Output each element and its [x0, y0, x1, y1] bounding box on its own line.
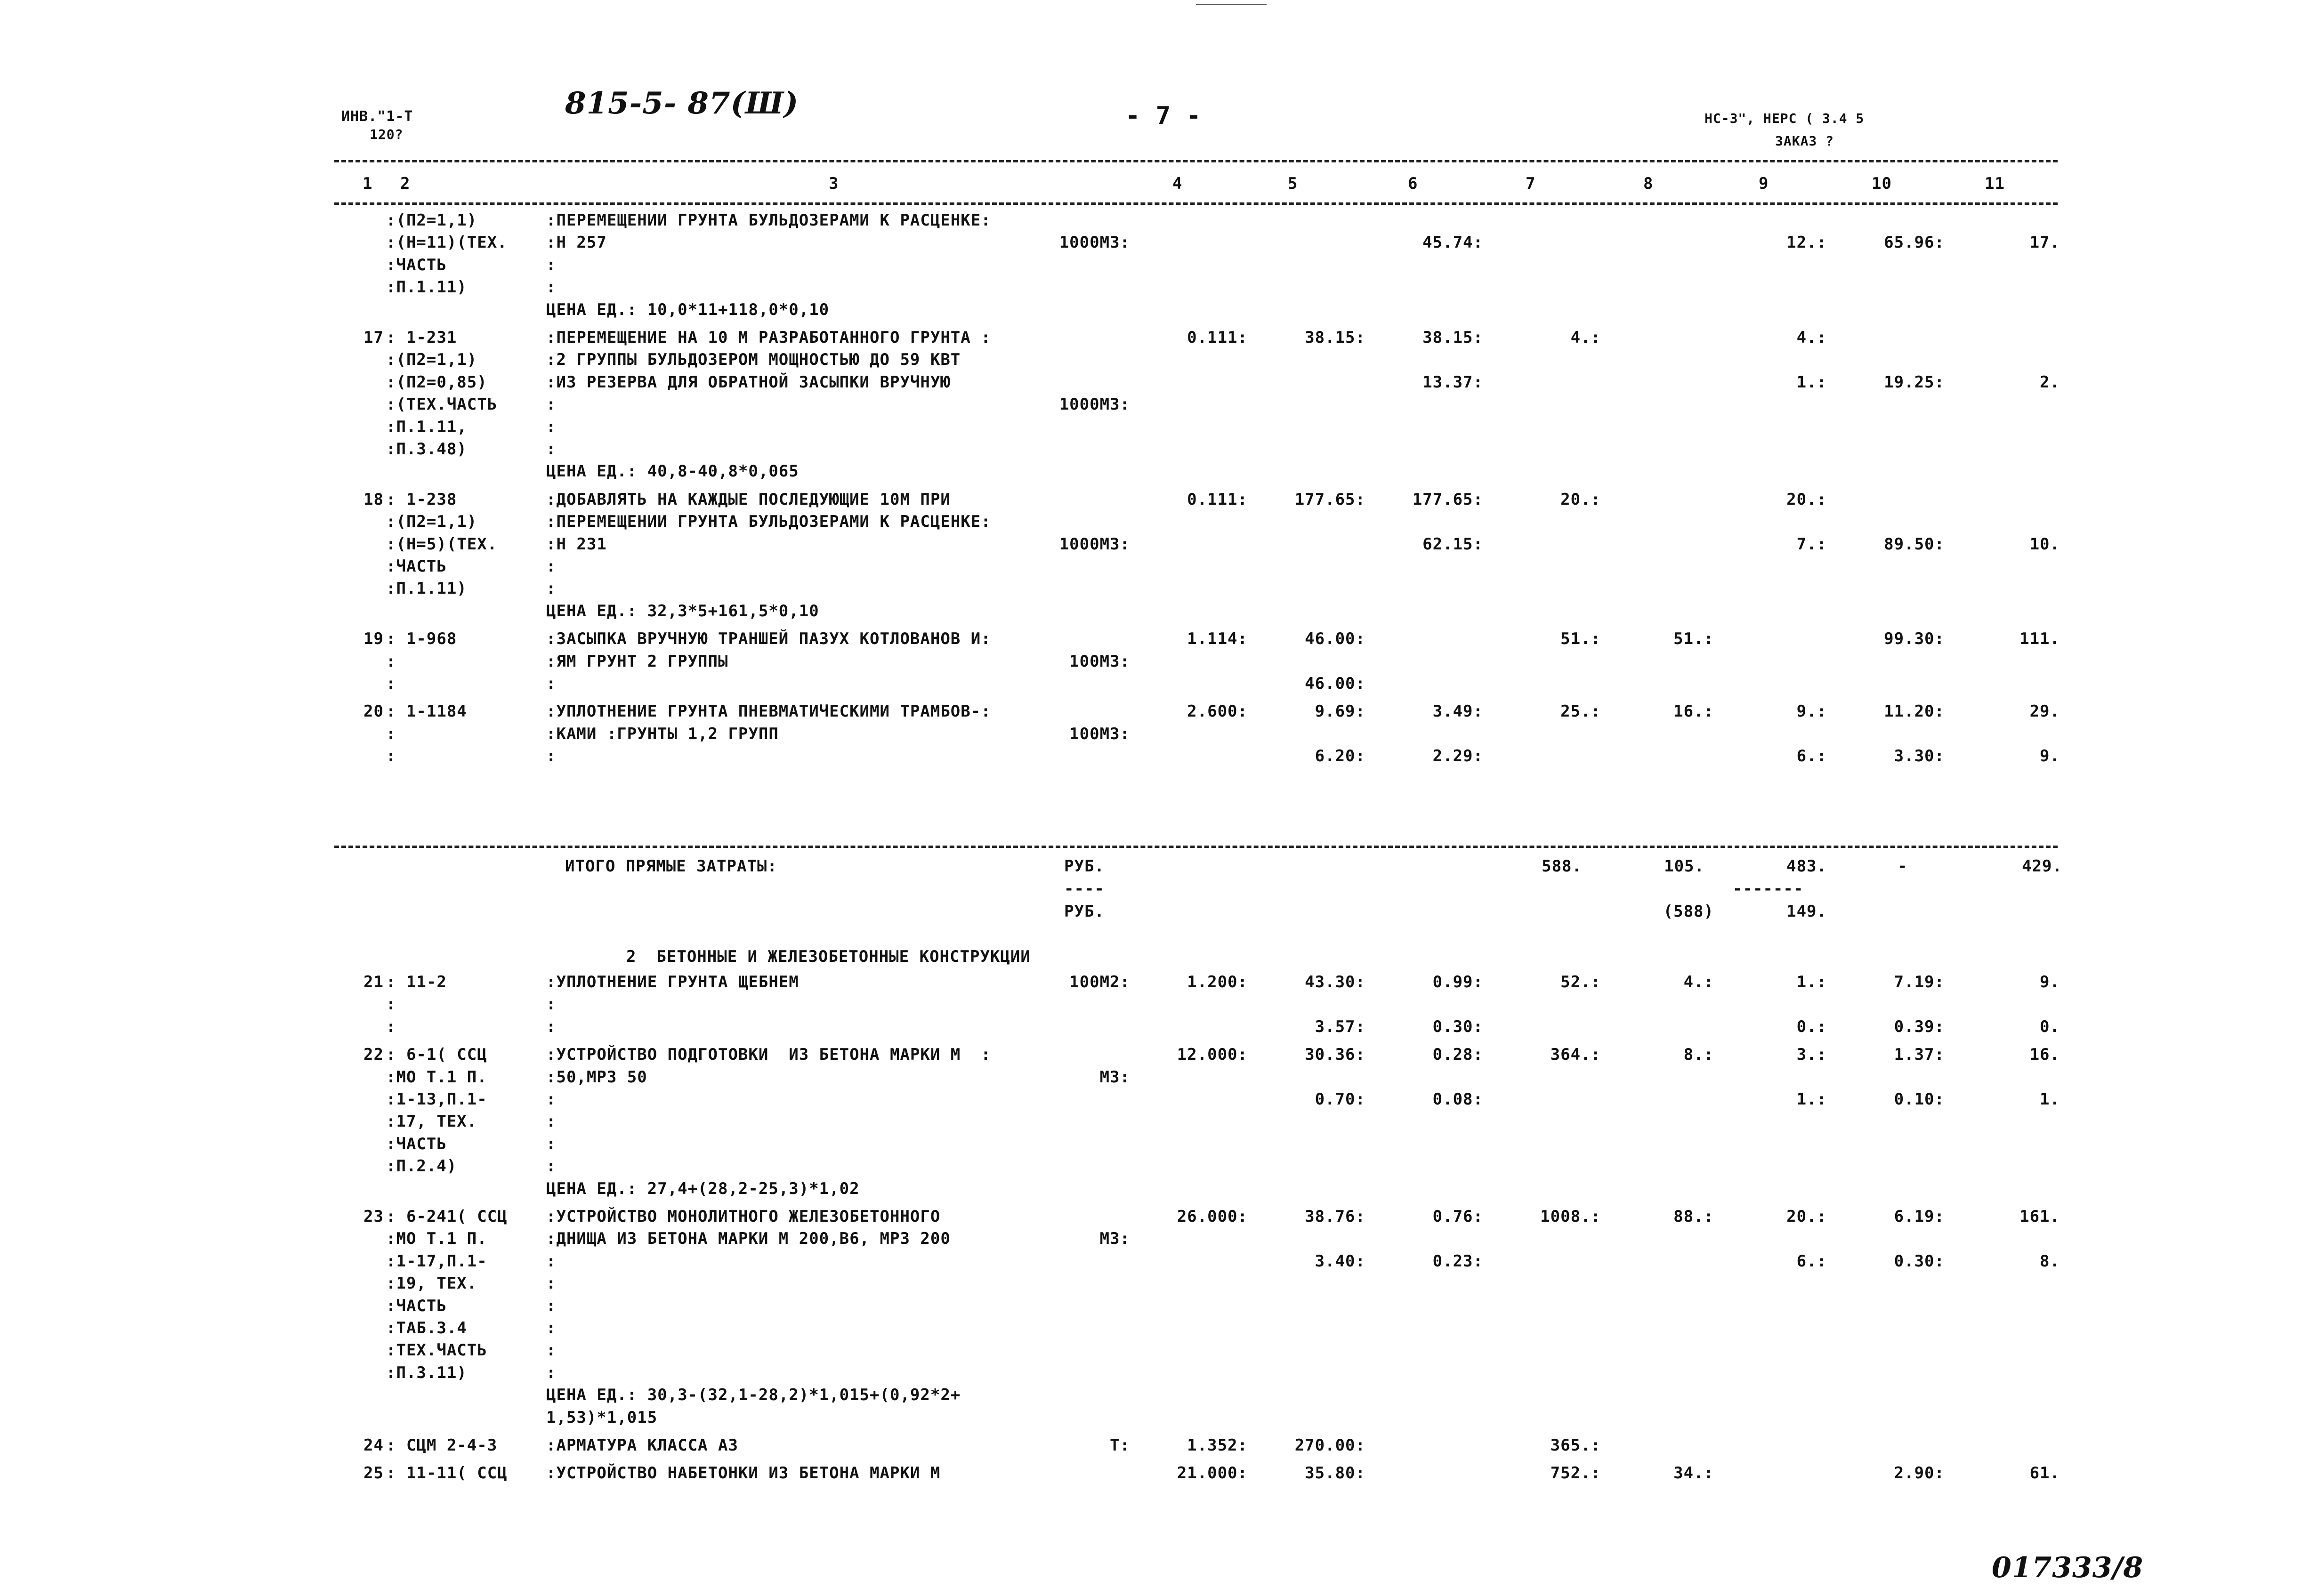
value-c10: 89.50: — [1884, 534, 1945, 554]
value-c4: 1.200: — [1187, 973, 1248, 991]
work-description: : — [546, 1157, 557, 1176]
norm-reference: : — [386, 1017, 396, 1036]
value-c10: 19.25: — [1884, 372, 1945, 392]
value-c11: 10. — [2029, 534, 2060, 554]
value-c11: 161. — [2019, 1207, 2060, 1226]
work-description: :АРМАТУРА КЛАССА А3 — [546, 1436, 738, 1455]
work-description: :КАМИ :ГРУНТЫ 1,2 ГРУПП — [546, 724, 779, 743]
row-number: 21 — [363, 973, 384, 991]
total-col10: - — [1898, 857, 1908, 876]
value-c8: 16.: — [1673, 702, 1714, 721]
row-number: 19 — [363, 629, 384, 649]
header-rule-bottom — [334, 202, 2058, 205]
value-c11: 8. — [2040, 1251, 2060, 1271]
unit-of-measure: 1000М3: — [1059, 233, 1130, 252]
row-number: 23 — [363, 1207, 384, 1226]
value-c7: 1008.: — [1540, 1207, 1601, 1226]
row-number: 25 — [363, 1464, 384, 1483]
norm-reference: :П.3.48) — [386, 440, 467, 459]
norm-reference: :П.1.11) — [386, 278, 467, 297]
total-col8-bracket: (588) — [1663, 902, 1714, 921]
value-c6: 0.23: — [1432, 1251, 1483, 1271]
norm-reference: : СЦМ 2-4-3 — [386, 1436, 498, 1455]
work-description: ЦЕНА ЕД.: 32,3*5+161,5*0,10 — [546, 601, 819, 621]
value-c10: 7.19: — [1894, 973, 1945, 991]
value-c6: 62.15: — [1422, 534, 1483, 554]
value-c6: 0.76: — [1432, 1207, 1483, 1226]
total-label: ИТОГО ПРЯМЫЕ ЗАТРАТЫ: — [565, 857, 777, 876]
value-c9: 7.: — [1796, 534, 1827, 554]
column-number: 6 — [1408, 174, 1418, 193]
norm-reference: :(Н=5)(ТЕХ. — [386, 534, 498, 554]
norm-reference: : — [386, 652, 396, 671]
work-description: : — [546, 579, 557, 598]
unit-of-measure: 100М2: — [1069, 973, 1130, 991]
value-c5: 9.69: — [1315, 702, 1365, 721]
handwritten-sheet-number: 017333/8 — [1992, 1551, 2144, 1584]
unit-of-measure: 1000М3: — [1059, 395, 1130, 414]
norm-reference: : 1-1184 — [386, 702, 467, 721]
column-number: 7 — [1526, 174, 1536, 193]
work-description: : — [546, 278, 557, 297]
column-number: 10 — [1872, 174, 1892, 193]
total-col7: 588. — [1542, 857, 1582, 876]
scan-top-mark — [1196, 4, 1267, 5]
value-c11: 29. — [2029, 702, 2060, 721]
norm-reference: :ТАБ.3.4 — [386, 1319, 467, 1338]
value-c4: 2.600: — [1187, 702, 1248, 721]
value-c11: 16. — [2029, 1045, 2060, 1064]
value-c9: 12.: — [1786, 233, 1827, 252]
total-col9: 483. — [1786, 857, 1827, 876]
doc-code-right-1: НС-3", НЕРС ( 3.4 5 — [1704, 111, 1865, 126]
norm-reference: : 6-241( ССЦ — [386, 1207, 508, 1226]
unit-of-measure: 1000М3: — [1059, 534, 1130, 554]
unit-of-measure: М3: — [1099, 1229, 1130, 1249]
column-number: 2 — [400, 174, 411, 193]
norm-reference: :МО Т.1 П. — [386, 1229, 487, 1249]
work-description: :ДОБАВЛЯТЬ НА КАЖДЫЕ ПОСЛЕДУЮЩИЕ 10М ПРИ — [546, 490, 951, 509]
unit-of-measure: Т: — [1110, 1436, 1130, 1455]
value-c8: 88.: — [1673, 1207, 1714, 1226]
column-number: 11 — [1985, 174, 2005, 193]
value-c7: 51.: — [1560, 629, 1601, 649]
value-c5: 3.40: — [1315, 1251, 1365, 1271]
work-description: : — [546, 417, 557, 436]
value-c9: 20.: — [1786, 490, 1827, 509]
norm-reference: :ЧАСТЬ — [386, 557, 447, 576]
total-col9-dash: ------- — [1733, 879, 1804, 898]
work-description: ЦЕНА ЕД.: 27,4+(28,2-25,3)*1,02 — [546, 1179, 860, 1198]
value-c8: 51.: — [1673, 629, 1714, 649]
value-c7: 364.: — [1550, 1045, 1601, 1064]
column-number: 9 — [1759, 174, 1769, 193]
value-c7: 365.: — [1550, 1436, 1601, 1455]
work-description: :Н 257 — [546, 233, 607, 252]
row-number: 17 — [363, 328, 384, 347]
unit-of-measure: 100М3: — [1069, 652, 1130, 671]
value-c5: 30.36: — [1305, 1045, 1365, 1064]
value-c9: 1.: — [1796, 973, 1827, 991]
norm-reference: : — [386, 995, 396, 1014]
section-1-end-rule — [334, 846, 2058, 848]
value-c5: 270.00: — [1294, 1436, 1365, 1455]
work-description: :ДНИЩА ИЗ БЕТОНА МАРКИ М 200,В6, МРЗ 200 — [546, 1229, 951, 1249]
work-description: : — [546, 747, 557, 766]
total-col11: 429. — [2022, 857, 2062, 876]
value-c5: 6.20: — [1315, 747, 1365, 766]
work-description: : — [546, 674, 557, 693]
norm-reference: :(П2=0,85) — [386, 372, 487, 392]
value-c10: 99.30: — [1884, 629, 1945, 649]
work-description: :Н 231 — [546, 534, 607, 554]
norm-reference: :(ТЕХ.ЧАСТЬ — [386, 395, 498, 414]
value-c4: 21.000: — [1177, 1464, 1248, 1483]
value-c5: 0.70: — [1315, 1090, 1365, 1109]
value-c10: 65.96: — [1884, 233, 1945, 252]
value-c9: 4.: — [1796, 328, 1827, 347]
work-description: : — [546, 440, 557, 459]
total-col9-2: 149. — [1786, 902, 1827, 921]
unit-of-measure: М3: — [1099, 1067, 1130, 1087]
norm-reference: :ТЕХ.ЧАСТЬ — [386, 1341, 487, 1360]
value-c11: 111. — [2019, 629, 2060, 649]
work-description: : — [546, 1319, 557, 1338]
work-description: : — [546, 557, 557, 576]
work-description: : — [546, 1341, 557, 1360]
value-c10: 0.30: — [1894, 1251, 1945, 1271]
value-c11: 1. — [2040, 1090, 2060, 1109]
work-description: :ПЕРЕМЕЩЕНИИ ГРУНТА БУЛЬДОЗЕРАМИ К РАСЦЕНКЕ: — [546, 211, 991, 230]
norm-reference: : — [386, 747, 396, 766]
norm-reference: : 1-968 — [386, 629, 457, 649]
norm-reference: : 6-1( ССЦ — [386, 1045, 487, 1064]
work-description: :УПЛОТНЕНИЕ ГРУНТА ЩЕБНЕМ — [546, 973, 799, 991]
value-c11: 2. — [2040, 372, 2060, 392]
value-c9: 6.: — [1796, 747, 1827, 766]
work-description: : — [546, 995, 557, 1014]
value-c9: 20.: — [1786, 1207, 1827, 1226]
value-c10: 3.30: — [1894, 747, 1945, 766]
row-number: 24 — [363, 1436, 384, 1455]
value-c11: 17. — [2029, 233, 2060, 252]
page-number: - 7 - — [1125, 102, 1202, 130]
section-2-title: 2 БЕТОННЫЕ И ЖЕЛЕЗОБЕТОННЫЕ КОНСТРУКЦИИ — [626, 947, 1031, 966]
work-description: :УСТРОЙСТВО НАБЕТОНКИ ИЗ БЕТОНА МАРКИ М — [546, 1464, 941, 1483]
value-c9: 1.: — [1796, 372, 1827, 392]
value-c6: 38.15: — [1422, 328, 1483, 347]
unit-of-measure: 100М3: — [1069, 724, 1130, 743]
value-c11: 9. — [2040, 747, 2060, 766]
value-c9: 9.: — [1796, 702, 1827, 721]
value-c6: 2.29: — [1432, 747, 1483, 766]
work-description: :УПЛОТНЕНИЕ ГРУНТА ПНЕВМАТИЧЕСКИМИ ТРАМБОВ-: — [546, 702, 991, 721]
norm-reference: :П.2.4) — [386, 1157, 457, 1176]
work-description: : — [546, 1251, 557, 1271]
column-number: 1 — [363, 174, 373, 193]
work-description: : — [546, 1112, 557, 1131]
norm-reference: : — [386, 724, 396, 743]
value-c4: 0.111: — [1187, 490, 1248, 509]
norm-reference: :МО Т.1 П. — [386, 1067, 487, 1087]
value-c4: 26.000: — [1177, 1207, 1248, 1226]
value-c7: 52.: — [1560, 973, 1601, 991]
norm-reference: :ЧАСТЬ — [386, 1134, 447, 1153]
value-c4: 1.352: — [1187, 1436, 1248, 1455]
value-c10: 1.37: — [1894, 1045, 1945, 1064]
column-number: 3 — [829, 174, 839, 193]
norm-reference: :1-17,П.1- — [386, 1251, 487, 1271]
norm-reference: :(П2=1,1) — [386, 512, 477, 532]
norm-reference: :ЧАСТЬ — [386, 1296, 447, 1315]
value-c8: 4.: — [1683, 973, 1714, 991]
doc-code-right-2: ЗАКАЗ ? — [1775, 133, 1834, 149]
value-c7: 25.: — [1560, 702, 1601, 721]
value-c5: 38.76: — [1305, 1207, 1365, 1226]
norm-reference: : 1-231 — [386, 328, 457, 347]
value-c9: 3.: — [1796, 1045, 1827, 1064]
value-c10: 2.90: — [1894, 1464, 1945, 1483]
value-c6: 0.28: — [1432, 1045, 1483, 1064]
norm-reference: : 11-2 — [386, 973, 447, 991]
work-description: ЦЕНА ЕД.: 30,3-(32,1-28,2)*1,015+(0,92*2+ — [546, 1386, 961, 1405]
column-number: 8 — [1643, 174, 1654, 193]
work-description: :ЯМ ГРУНТ 2 ГРУППЫ — [546, 652, 728, 671]
work-description: 1,53)*1,015 — [546, 1408, 658, 1427]
row-number: 20 — [363, 702, 384, 721]
norm-reference: :17, ТЕХ. — [386, 1112, 477, 1131]
work-description: : — [546, 1274, 557, 1293]
row-number: 18 — [363, 490, 384, 509]
value-c6: 0.99: — [1432, 973, 1483, 991]
total-col8: 105. — [1664, 857, 1704, 876]
norm-reference: : — [386, 674, 396, 693]
norm-reference: :(П2=1,1) — [386, 350, 477, 370]
work-description: :ИЗ РЕЗЕРВА ДЛЯ ОБРАТНОЙ ЗАСЫПКИ ВРУЧНУЮ — [546, 372, 951, 392]
value-c8: 8.: — [1683, 1045, 1714, 1064]
value-c5: 3.57: — [1315, 1017, 1365, 1036]
work-description: ЦЕНА ЕД.: 10,0*11+118,0*0,10 — [546, 300, 830, 319]
value-c10: 0.10: — [1894, 1090, 1945, 1109]
column-number: 5 — [1288, 174, 1298, 193]
value-c5: 177.65: — [1294, 490, 1365, 509]
header-rule-top — [334, 160, 2058, 162]
norm-reference: :(П2=1,1) — [386, 211, 477, 230]
work-description: :ЗАСЫПКА ВРУЧНУЮ ТРАНШЕЙ ПАЗУХ КОТЛОВАНОВ И: — [546, 629, 991, 649]
norm-reference: : 1-238 — [386, 490, 457, 509]
work-description: :50,МРЗ 50 — [546, 1067, 647, 1087]
value-c6: 177.65: — [1412, 490, 1483, 509]
work-description: :ПЕРЕМЕЩЕНИИ ГРУНТА БУЛЬДОЗЕРАМИ К РАСЦЕНКЕ: — [546, 512, 991, 532]
norm-reference: : 11-11( ССЦ — [386, 1464, 508, 1483]
column-number: 4 — [1172, 174, 1183, 193]
norm-reference: :(Н=11)(ТЕХ. — [386, 233, 508, 252]
total-unit-2: РУБ. — [1064, 902, 1105, 921]
work-description: : — [546, 1363, 557, 1382]
value-c9: 1.: — [1796, 1090, 1827, 1109]
value-c5: 35.80: — [1305, 1464, 1365, 1483]
norm-reference: :П.1.11, — [386, 417, 467, 436]
value-c4: 0.111: — [1187, 328, 1248, 347]
value-c6: 0.30: — [1432, 1017, 1483, 1036]
total-unit-dash: ---- — [1064, 879, 1105, 898]
value-c10: 6.19: — [1894, 1207, 1945, 1226]
value-c6: 3.49: — [1432, 702, 1483, 721]
value-c4: 1.114: — [1187, 629, 1248, 649]
value-c7: 20.: — [1560, 490, 1601, 509]
work-description: : — [546, 1090, 557, 1109]
value-c9: 0.: — [1796, 1017, 1827, 1036]
value-c11: 61. — [2029, 1464, 2060, 1483]
work-description: :2 ГРУППЫ БУЛЬДОЗЕРОМ МОЩНОСТЬЮ ДО 59 КВТ — [546, 350, 961, 370]
value-c11: 0. — [2040, 1017, 2060, 1036]
value-c5: 46.00: — [1305, 629, 1365, 649]
value-c7: 4.: — [1570, 328, 1601, 347]
value-c5: 43.30: — [1305, 973, 1365, 991]
doc-code-left-1: ИНВ."1-Т — [341, 108, 413, 125]
value-c6: 13.37: — [1422, 372, 1483, 392]
norm-reference: :П.3.11) — [386, 1363, 467, 1382]
work-description: :ПЕРЕМЕЩЕНИЕ НА 10 М РАЗРАБОТАННОГО ГРУНТА : — [546, 328, 991, 347]
value-c9: 6.: — [1796, 1251, 1827, 1271]
value-c11: 9. — [2040, 973, 2060, 991]
doc-code-left-2: 120? — [370, 127, 404, 142]
row-number: 22 — [363, 1045, 384, 1064]
work-description: ЦЕНА ЕД.: 40,8-40,8*0,065 — [546, 462, 799, 481]
work-description: : — [546, 395, 557, 414]
total-unit: РУБ. — [1064, 857, 1105, 876]
norm-reference: :19, ТЕХ. — [386, 1274, 477, 1293]
value-c10: 0.39: — [1894, 1017, 1945, 1036]
value-c10: 11.20: — [1884, 702, 1945, 721]
norm-reference: :П.1.11) — [386, 579, 467, 598]
norm-reference: :ЧАСТЬ — [386, 255, 447, 274]
work-description: :УСТРОЙСТВО ПОДГОТОВКИ ИЗ БЕТОНА МАРКИ М : — [546, 1045, 991, 1064]
value-c4: 12.000: — [1177, 1045, 1248, 1064]
value-c7: 752.: — [1550, 1464, 1601, 1483]
work-description: :УСТРОЙСТВО МОНОЛИТНОГО ЖЕЛЕЗОБЕТОННОГО — [546, 1207, 941, 1226]
work-description: : — [546, 1296, 557, 1315]
norm-reference: :1-13,П.1- — [386, 1090, 487, 1109]
value-c5: 46.00: — [1305, 674, 1365, 693]
work-description: : — [546, 255, 557, 274]
value-c6: 45.74: — [1422, 233, 1483, 252]
handwritten-project-code: 815-5- 87(Ш) — [565, 86, 799, 121]
value-c6: 0.08: — [1432, 1090, 1483, 1109]
value-c8: 34.: — [1673, 1464, 1714, 1483]
value-c5: 38.15: — [1305, 328, 1365, 347]
work-description: : — [546, 1134, 557, 1153]
work-description: : — [546, 1017, 557, 1036]
